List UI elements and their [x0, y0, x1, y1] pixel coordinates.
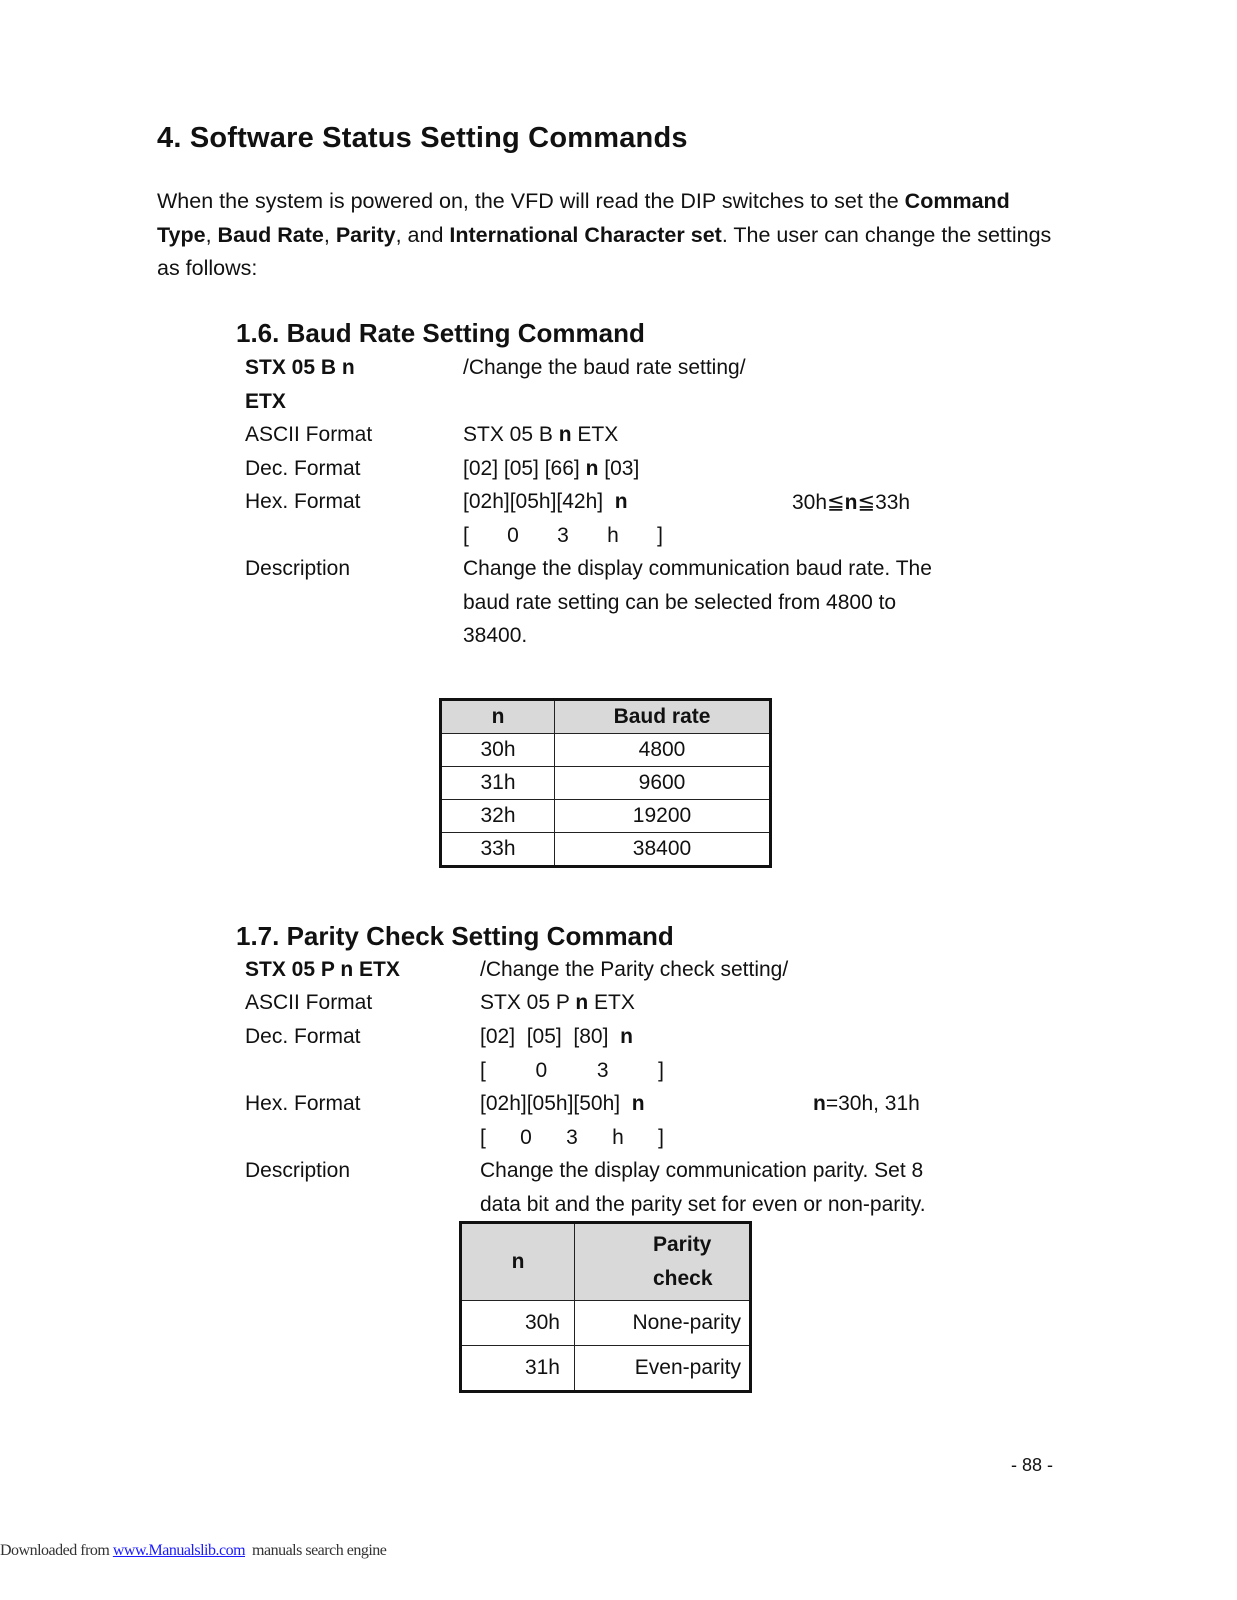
baud-purpose: /Change the baud rate setting/ [463, 356, 746, 379]
baud-ascii-value: STX 05 B n ETX [463, 423, 619, 446]
parity-hex-value: [02h][05h][50h] n [480, 1092, 645, 1115]
baud-dec-label: Dec. Format [245, 457, 361, 480]
table-row [461, 1346, 751, 1392]
table-cell-n: 32h [441, 800, 555, 833]
table-cell-n: 31h [441, 767, 555, 800]
table-row [441, 800, 771, 833]
parity-section-title: 1.7. Parity Check Setting Command [236, 921, 674, 951]
parity-ascii-value: STX 05 P n ETX [480, 991, 635, 1014]
table-cell-parity: Even-parity [575, 1346, 751, 1392]
table-row [441, 767, 771, 800]
table-cell-baud: 38400 [555, 833, 771, 867]
baud-hex-value: [02h][05h][42h] n [463, 490, 628, 513]
chapter-title: 4. Software Status Setting Commands [157, 122, 688, 154]
table-cell-baud: 4800 [555, 734, 771, 767]
baud-command-etx: ETX [245, 390, 286, 413]
parity-desc-label: Description [245, 1159, 351, 1182]
table-header-row [461, 1223, 751, 1301]
manualslib-link[interactable]: www.Manualslib.com [112, 1542, 246, 1559]
parity-desc-line: data bit and the parity set for even or non-parity. [480, 1193, 926, 1216]
table-cell-parity: None-parity [575, 1301, 751, 1346]
table-cell-baud: 9600 [555, 767, 771, 800]
table-row [461, 1301, 751, 1346]
baud-desc-label: Description [245, 557, 351, 580]
baud-hex-label: Hex. Format [245, 490, 361, 513]
table-cell-n: 33h [441, 833, 555, 867]
parity-dec-label: Dec. Format [245, 1025, 361, 1048]
baud-hex-etx: [ 0 3 h ] [463, 524, 663, 547]
baud-section-title: 1.6. Baud Rate Setting Command [236, 318, 645, 348]
baud-command: STX 05 B n [245, 356, 355, 379]
parity-hex-label: Hex. Format [245, 1092, 361, 1115]
baud-ascii-label: ASCII Format [245, 423, 373, 446]
table-header-n: n [441, 700, 555, 734]
baud-desc-line: 38400. [463, 624, 528, 647]
table-row [441, 734, 771, 767]
baud-dec-value: [02] [05] [66] n [03] [463, 457, 640, 480]
table-header-baud-rate: Baud rate [555, 700, 771, 734]
parity-check-table [459, 1221, 752, 1393]
table-row [441, 833, 771, 867]
table-cell-n: 30h [441, 734, 555, 767]
baud-range: 30h≦n≦33h [792, 491, 911, 514]
table-cell-baud: 19200 [555, 800, 771, 833]
parity-ascii-label: ASCII Format [245, 991, 373, 1014]
parity-hex-etx: [ 0 3 h ] [480, 1126, 664, 1149]
table-header-row [441, 700, 771, 734]
baud-desc-line: baud rate setting can be selected from 4800 to [463, 591, 897, 614]
baud-rate-table [439, 698, 772, 868]
page-number: - 88 - [1011, 1455, 1054, 1475]
table-cell-n: 30h [461, 1301, 575, 1346]
parity-purpose: /Change the Parity check setting/ [480, 958, 789, 981]
table-cell-n: 31h [461, 1346, 575, 1392]
parity-values: n=30h, 31h [813, 1092, 920, 1115]
baud-desc-line: Change the display communication baud rate. The [463, 557, 932, 580]
parity-dec-etx: [ 0 3 ] [480, 1059, 664, 1082]
download-footer: Downloaded from www.Manualslib.com manuals search engine [0, 1542, 387, 1559]
intro-paragraph: When the system is powered on, the VFD will read the DIP switches to set the Command Type, Baud Rate, Parity, and International Character set. The user can change the settings as follows: [157, 189, 1052, 280]
table-header-n: n [461, 1223, 575, 1301]
table-header-parity-check: Parity check [575, 1223, 751, 1301]
parity-dec-value: [02] [05] [80] n [480, 1025, 633, 1048]
parity-desc-line: Change the display communication parity. Set 8 [480, 1159, 924, 1182]
parity-command: STX 05 P n ETX [245, 958, 400, 981]
